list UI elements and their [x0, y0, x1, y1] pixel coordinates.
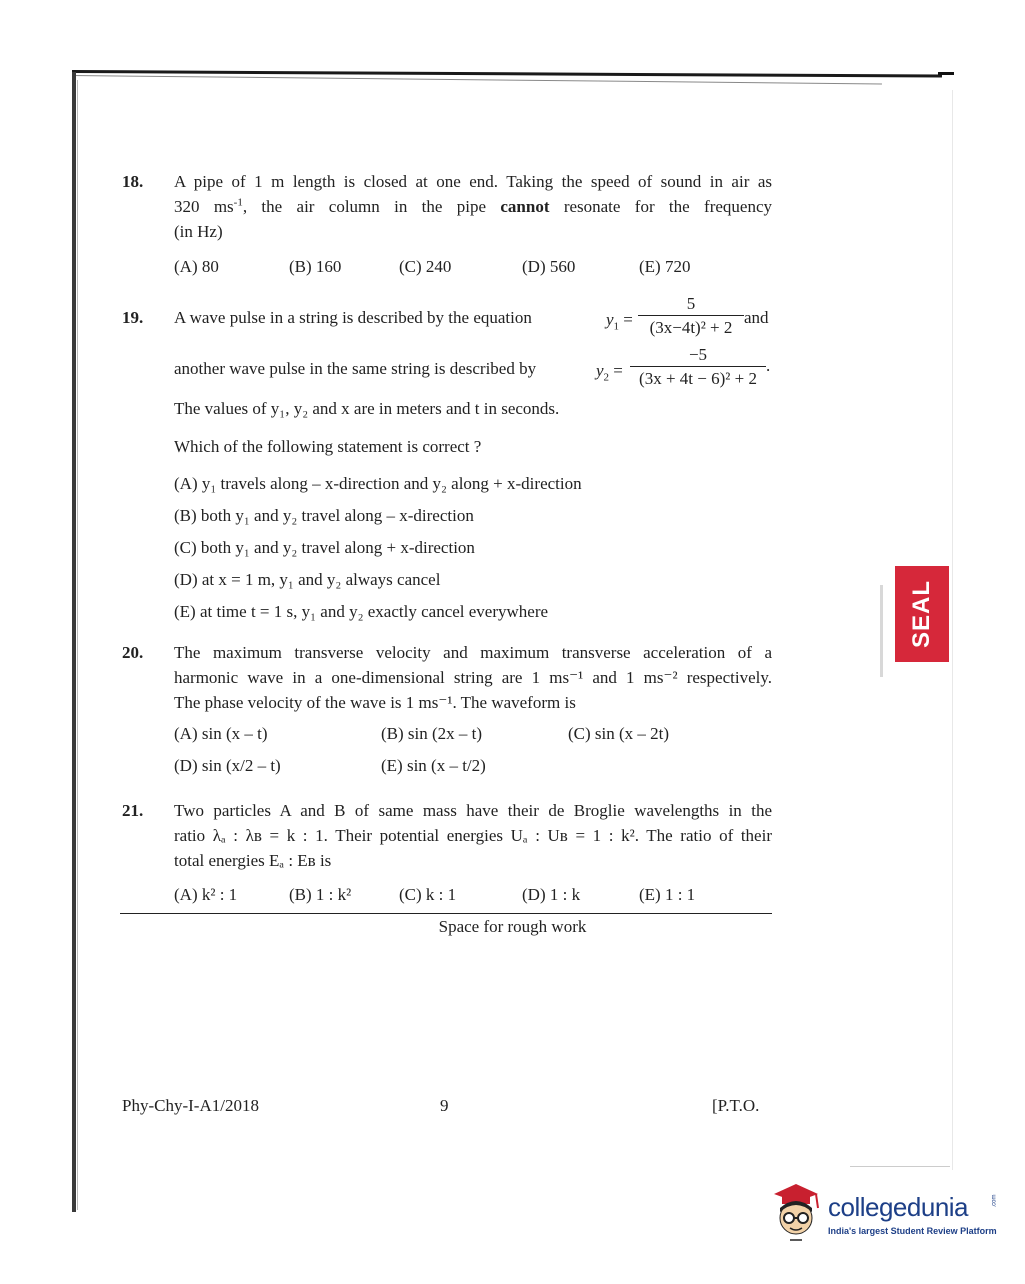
- question-number: 20.: [122, 643, 144, 662]
- period: .: [766, 356, 771, 375]
- option-b: (B) sin (2x – t): [381, 724, 483, 743]
- option-d: (D) 1 : k: [522, 885, 581, 904]
- option-e: (E) at time t = 1 s, y₁ and y₂ exactly cancel everywhere: [174, 602, 549, 621]
- option-a: (A) y₁ travels along – x-direction and y₂ along + x-direction: [174, 474, 582, 493]
- option-c: (C) k : 1: [399, 885, 457, 904]
- option-a: (A) k² : 1: [174, 885, 238, 904]
- page-number: 9: [440, 1096, 449, 1115]
- page-border-left-shadow: [77, 80, 78, 1210]
- mascot-icon: [766, 1178, 826, 1244]
- option-b: (B) 160: [289, 257, 342, 276]
- rough-work-label: Space for rough work: [438, 917, 587, 936]
- option-d: (D) 560: [522, 257, 576, 276]
- equation-y2-label: $y_2$ =: [596, 361, 623, 384]
- option-c: (C) both y₁ and y₂ travel along + x-direction: [174, 538, 475, 557]
- corner-mark: [938, 72, 954, 75]
- option-e: (E) 1 : 1: [639, 885, 696, 904]
- question-text-line: total energies Eₐ : Eʙ is: [174, 851, 332, 870]
- question-number: 21.: [122, 801, 144, 820]
- equation-y2-fraction: −5 (3x + 4t − 6)² + 2: [630, 345, 766, 390]
- question-text-line: harmonic wave in a one-dimensional string are 1 ms⁻¹ and 1 ms⁻² respectively.: [174, 668, 772, 687]
- conjunction-and: and: [744, 308, 769, 327]
- collegedunia-logo: [766, 1178, 996, 1248]
- equation-y1-fraction: 5 (3x−4t)² + 2: [638, 294, 744, 339]
- logo-suffix: .com: [991, 1194, 998, 1208]
- option-d: (D) at x = 1 m, y₁ and y₂ always cancel: [174, 570, 441, 589]
- option-a: (A) 80: [174, 257, 219, 276]
- question-text-line: A pipe of 1 m length is closed at one end. Taking the speed of sound in air as: [174, 172, 772, 191]
- paper-code: Phy-Chy-I-A1/2018: [122, 1096, 259, 1115]
- option-e: (E) sin (x – t/2): [381, 756, 486, 775]
- question-number: 19.: [122, 308, 144, 327]
- question-text-line: Which of the following statement is correct ?: [174, 437, 482, 456]
- question-text-line: The phase velocity of the wave is 1 ms⁻¹. The waveform is: [174, 693, 576, 712]
- question-text-line: Two particles A and B of same mass have their de Broglie wavelengths in the: [174, 801, 772, 820]
- seal-fold-line: [880, 585, 883, 677]
- option-e: (E) 720: [639, 257, 691, 276]
- question-text-line: (in Hz): [174, 222, 223, 241]
- logo-wordmark: collegedunia: [828, 1192, 969, 1222]
- page-border-bottom: [850, 1166, 950, 1167]
- question-number: 18.: [122, 172, 144, 191]
- rough-work-divider: [120, 913, 772, 914]
- page-border-right: [952, 90, 953, 1170]
- please-turn-over: [P.T.O.: [712, 1096, 760, 1115]
- question-text-line: 320 $ms^{-1}$, the air column in the pipe cannot resonate for the frequency: [174, 196, 772, 216]
- question-text-line: A wave pulse in a string is described by the equation: [174, 308, 532, 327]
- question-text-line: ratio λₐ : λʙ = k : 1. Their potential energies Uₐ : Uʙ = 1 : k². The ratio of their: [174, 826, 772, 845]
- option-c: (C) sin (x – 2t): [568, 724, 670, 743]
- page-border-left: [72, 72, 76, 1212]
- option-b: (B) both y₁ and y₂ travel along – x-direction: [174, 506, 474, 525]
- option-a: (A) sin (x – t): [174, 724, 268, 743]
- question-text-line: The maximum transverse velocity and maximum transverse acceleration of a: [174, 643, 772, 662]
- logo-tagline: India's largest Student Review Platform: [828, 1226, 997, 1236]
- equation-y1-label: $y_1$ =: [606, 310, 633, 333]
- question-text-line: The values of y₁, y₂ and x are in meters and t in seconds.: [174, 399, 560, 418]
- option-d: (D) sin (x/2 – t): [174, 756, 281, 775]
- question-text-line: another wave pulse in the same string is described by: [174, 359, 537, 378]
- option-b: (B) 1 : k²: [289, 885, 352, 904]
- seal-tab: SEAL: [895, 566, 949, 662]
- option-c: (C) 240: [399, 257, 452, 276]
